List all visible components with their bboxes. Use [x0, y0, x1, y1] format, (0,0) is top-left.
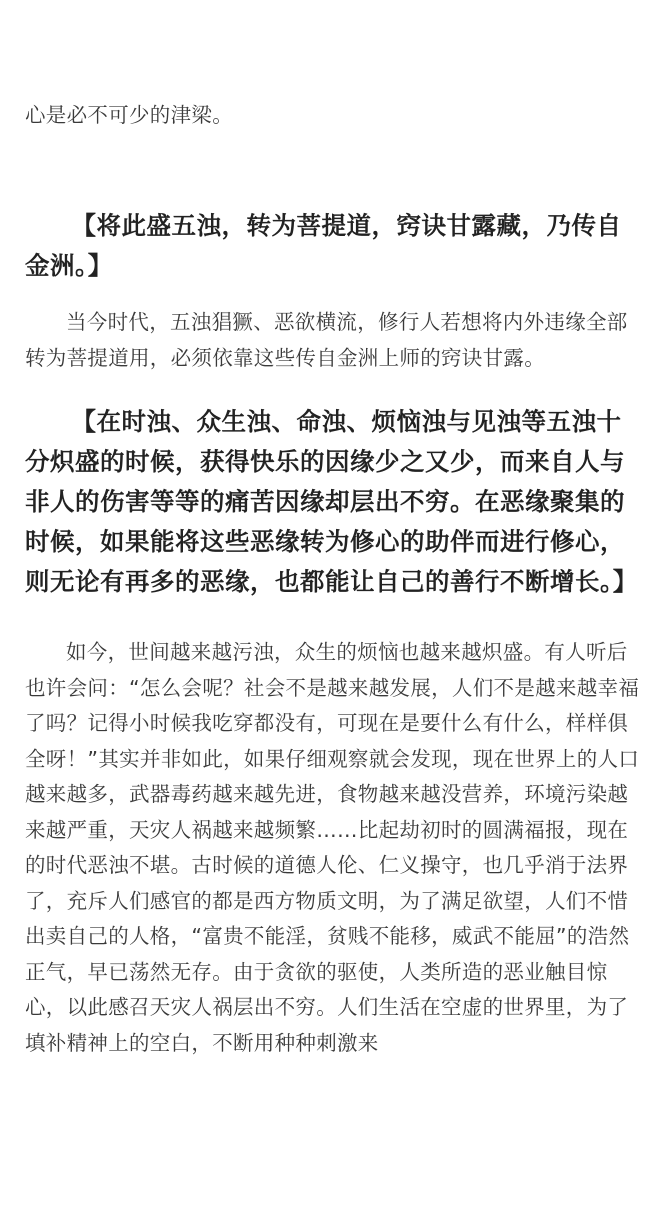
commentary-paragraph-1: 当今时代，五浊猖獗、恶欲横流，修行人若想将内外违缘全部转为菩提道用，必须依靠这些传自金洲上师的窍诀甘露。	[25, 310, 628, 370]
verse-quote-2: 【在时浊、众生浊、命浊、烦恼浊与见浊等五浊十分炽盛的时候，获得快乐的因缘少之又少，而来自人与非人的伤害等等的痛苦因缘却层出不穷。在恶缘聚集的时候，如果能将这些恶缘转为修心的助伴而进行修心，则无论有再多的恶缘，也都能让自己的善行不断增长。】	[25, 407, 638, 596]
paragraph-intro-tail: 心是必不可少的津梁。	[25, 103, 233, 127]
verse-quote-1: 【将此盛五浊，转为菩提道，窍诀甘露藏，乃传自金洲。】	[25, 211, 622, 280]
commentary-paragraph-2: 如今，世间越来越污浊，众生的烦恼也越来越炽盛。有人听后也许会问：“怎么会呢？社会不是越来越发展，人们不是越来越幸福了吗？记得小时候我吃穿都没有，可现在是要什么有什么，样样俱全呀！”其实并非如此，如果仔细观察就会发现，现在世界上的人口越来越多，武器毒药越来越先进，食物越来越没营养，环境污染越来越严重，天灾人祸越来越频繁……比起劫初时的圆满福报，现在的时代恶浊不堪。古时候的道德人伦、仁义操守，也几乎消于法界了，充斥人们感官的都是西方物质文明，为了满足欲望，人们不惜出卖自己的人格，“富贵不能淫，贫贱不能移，威武不能屈”的浩然正气，早已荡然无存。由于贪欲的驱使，人类所造的恶业触目惊心，以此感召天灾人祸层出不穷。人们生活在空虚的世界里，为了填补精神上的空白，不断用种种刺激来	[25, 640, 640, 1055]
